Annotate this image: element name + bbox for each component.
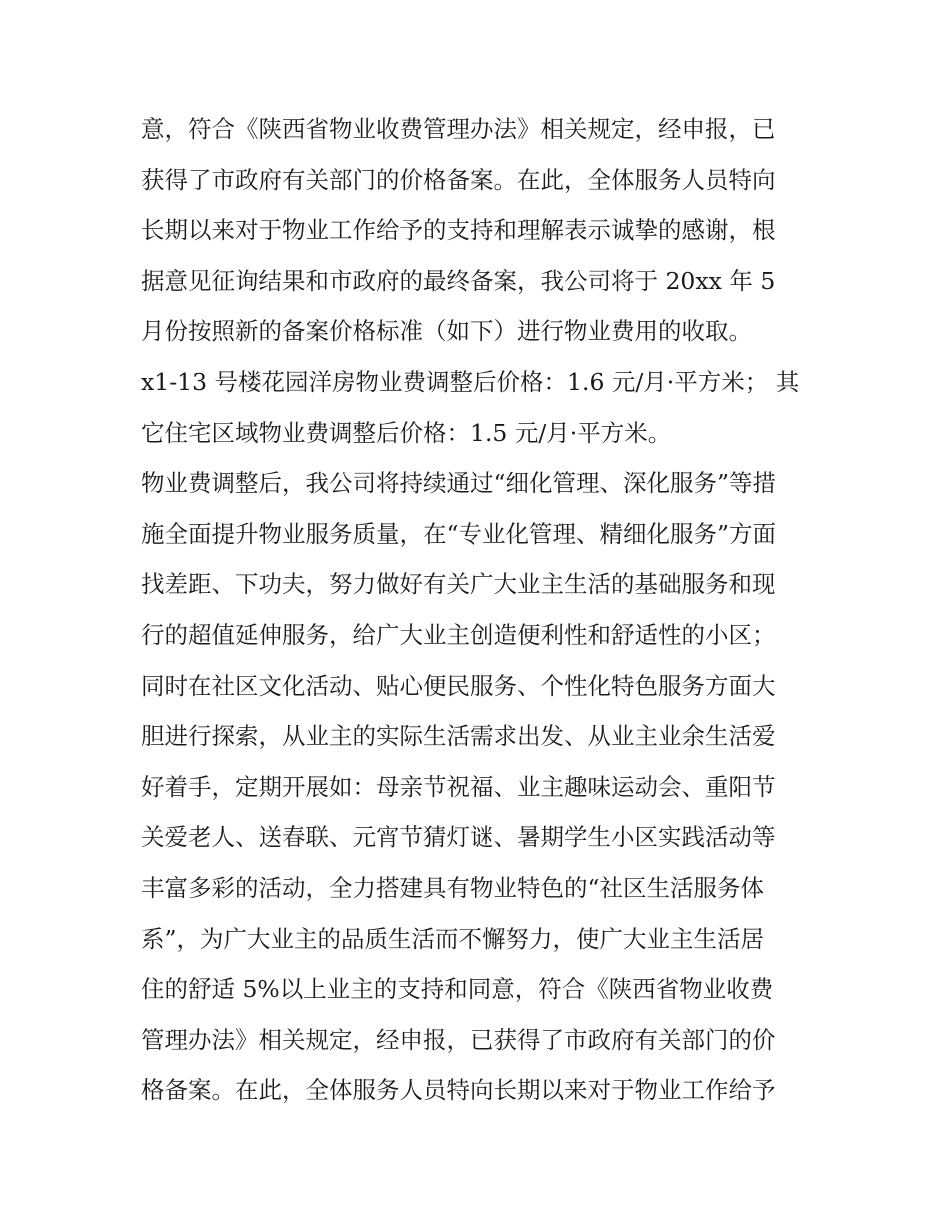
text-line: 意，符合《陕西省物业收费管理办法》相关规定，经申报，已 [141,115,776,143]
text-line: 格备案。在此，全体服务人员特向长期以来对于物业工作给予 [141,1076,776,1105]
text-line: 同时在社区文化活动、贴心便民服务、个性化特色服务方面大 [141,671,776,700]
document-body [141,104,821,1116]
text-line: 获得了市政府有关部门的价格备案。在此，全体服务人员特向 [141,165,776,194]
text-line: 系”，为广大业主的品质生活而不懈努力，使广大业主生活居 [141,924,765,953]
text-line: 行的超值延伸服务，给广大业主创造便利性和舒适性的小区； [141,620,776,649]
text-line: 施全面提升物业服务质量，在“专业化管理、精细化服务”方面 [141,519,777,548]
text-line: 找差距、下功夫，努力做好有关广大业主生活的基础服务和现 [141,570,776,599]
text-line: 据意见征询结果和市政府的最终备案，我公司将于 20xx 年 5 [141,266,776,295]
text-line: 月份按照新的备案价格标准（如下）进行物业费用的收取。 [141,317,752,346]
text-line: 胆进行探索，从业主的实际生活需求出发、从业主业余生活爱 [141,722,776,751]
text-line: 好着手，定期开展如：母亲节祝福、业主趣味运动会、重阳节 [141,772,776,801]
text-line: 它住宅区域物业费调整后价格：1.5 元/月·平方米。 [141,418,672,447]
text-line: 物业费调整后，我公司将持续通过“细化管理、深化服务”等措 [141,469,777,498]
text-line: x1-13 号楼花园洋房物业费调整后价格：1.6 元/月·平方米； 其 [141,367,800,396]
text-line: 长期以来对于物业工作给予的支持和理解表示诚挚的感谢，根 [141,216,776,245]
text-line: 丰富多彩的活动，全力搭建具有物业特色的“社区生活服务体 [141,873,765,902]
text-line: 管理办法》相关规定，经申报，已获得了市政府有关部门的价 [141,1025,776,1054]
text-line: 关爱老人、送春联、元宵节猜灯谜、暑期学生小区实践活动等 [141,823,776,852]
text-line: 住的舒适 5%以上业主的支持和同意，符合《陕西省物业收费 [141,975,774,1004]
